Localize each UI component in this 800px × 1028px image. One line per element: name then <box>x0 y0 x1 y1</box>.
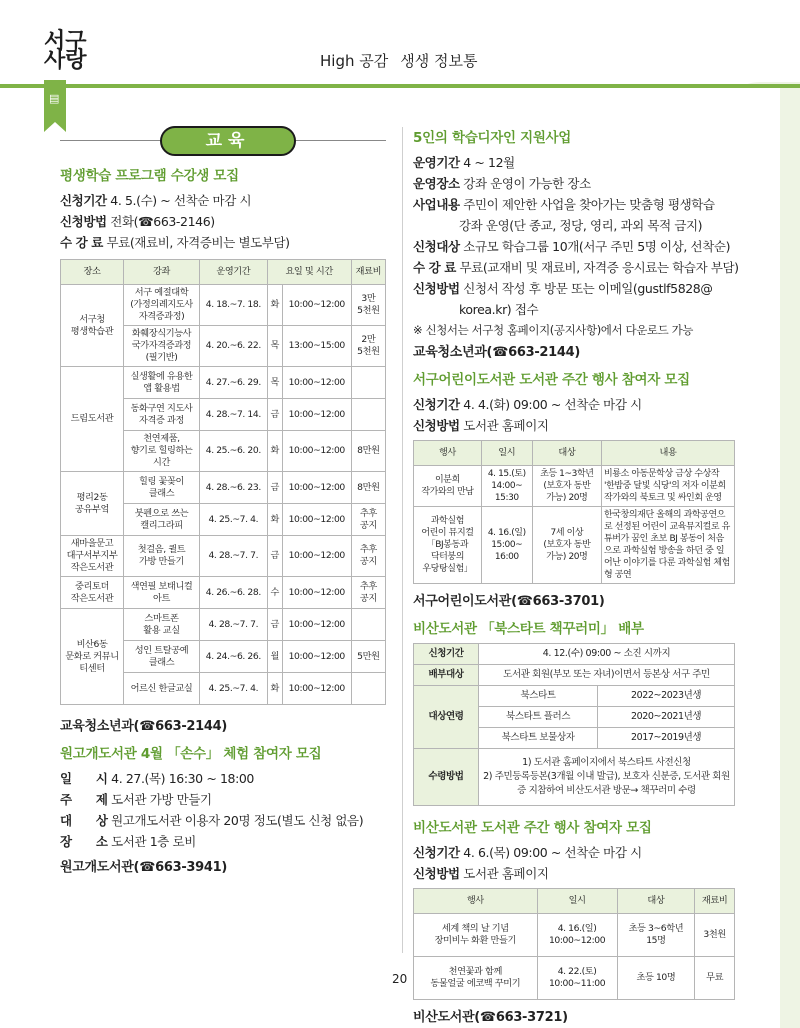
date-cell: 4. 16.(일) 15:00~ 16:00 <box>481 507 532 584</box>
value: 4. 12.(수) 09:00 ~ 소진 시까지 <box>479 644 735 665</box>
period-cell: 4. 28.~6. 23. <box>199 472 267 504</box>
value: 강좌 운영(단 종교, 정당, 영리, 과외 목적 금지) <box>459 218 703 233</box>
course-cell: 붓펜으로 쓰는 캘리그라피 <box>124 504 200 536</box>
contact: 서구어린이도서관(☎663-3701) <box>413 594 605 609</box>
section-title: 비산도서관 도서관 주간 행사 참여자 모집 <box>413 820 652 836</box>
column-header: 내용 <box>602 441 735 466</box>
label: 대상연령 <box>414 686 479 749</box>
label: 운영장소 <box>413 176 460 191</box>
course-cell: 화훼장식기능사 국가자격증과정 (필기반) <box>124 326 200 367</box>
day-cell: 수 <box>267 577 282 609</box>
fee-cell: 추후 공지 <box>351 504 385 536</box>
section-title: 비산도서관 「북스타트 책꾸러미」 배부 <box>413 621 644 637</box>
header-divider <box>0 84 800 88</box>
label: 신청기간 <box>413 845 460 860</box>
course-table <box>60 259 386 705</box>
label: 주 제 <box>60 792 108 807</box>
day-cell: 목 <box>267 326 282 367</box>
info-row <box>413 152 735 173</box>
period-cell: 4. 25.~7. 4. <box>199 504 267 536</box>
target-cell: 초등 1~3학년 (보호자 동반 가능) 20명 <box>532 466 601 507</box>
value: 4. 5.(수) ~ 선착순 마감 시 <box>106 193 252 208</box>
label: 신청방법 <box>413 418 460 433</box>
right-column <box>413 126 739 1025</box>
label: 신청기간 <box>414 644 479 665</box>
column-header: 요일 및 시간 <box>267 260 351 285</box>
age-years: 2017~2019년생 <box>598 728 735 749</box>
column-header: 일시 <box>537 889 617 914</box>
info-row <box>413 278 735 299</box>
day-cell: 월 <box>267 641 282 673</box>
place-cell: 중리토더 작은도서관 <box>61 577 124 609</box>
value: 1) 도서관 홈페이지에서 북스타트 사전신청 2) 주민등록등본(3개월 이내 발급), 보호자 신분증, 도서관 회원증 지참하여 비산도서관 방문→ 책꾸러미 수령 <box>479 749 735 806</box>
time-cell: 10:00~12:00 <box>282 577 351 609</box>
info-row <box>413 299 735 320</box>
event-cell: 과학실험 어린이 뮤지컬 「BJ봉동과 닥터붕의 우당탕실험」 <box>414 507 482 584</box>
value: korea.kr) 접수 <box>459 302 539 317</box>
day-cell: 금 <box>267 399 282 431</box>
header-title-main: High 공감 <box>320 52 389 70</box>
info-row <box>413 215 735 236</box>
fee-cell: 2만 5천원 <box>351 326 385 367</box>
fee-cell: 추후 공지 <box>351 536 385 577</box>
label: 신청방법 <box>60 214 107 229</box>
table-row <box>414 507 735 584</box>
value: 주민이 제안한 사업을 찾아가는 맞춤형 평생학습 <box>459 197 715 212</box>
section-title: 원고개도서관 4월 「손수」 체험 참여자 모집 <box>60 746 322 762</box>
time-cell: 13:00~15:00 <box>282 326 351 367</box>
period-cell: 4. 20.~6. 22. <box>199 326 267 367</box>
info-row <box>413 257 739 278</box>
age-name: 북스타트 보물상자 <box>479 728 598 749</box>
value: 도서관 1층 로비 <box>107 834 196 849</box>
info-row <box>60 768 386 789</box>
column-header: 운영기간 <box>199 260 267 285</box>
date-cell: 4. 15.(토) 14:00~ 15:30 <box>481 466 532 507</box>
label: 신청방법 <box>413 281 460 296</box>
label: 운영기간 <box>413 155 460 170</box>
course-cell: 성인 트탈공예 클래스 <box>124 641 200 673</box>
period-cell: 4. 25.~6. 20. <box>199 431 267 472</box>
table-row <box>61 577 386 609</box>
fee-cell: 5만원 <box>351 641 385 673</box>
time-cell: 10:00~12:00 <box>282 472 351 504</box>
column-header: 대상 <box>532 441 601 466</box>
value: 무료(재료비, 자격증비는 별도부담) <box>102 235 290 250</box>
value: 4. 4.(화) 09:00 ~ 선착순 마감 시 <box>459 397 642 412</box>
value: 원고개도서관 이용자 20명 정도(별도 신청 없음) <box>107 813 364 828</box>
info-row <box>60 810 386 831</box>
period-cell: 4. 28.~7. 7. <box>199 609 267 641</box>
label: 수 강 료 <box>413 260 456 275</box>
period-cell: 4. 26.~6. 28. <box>199 577 267 609</box>
label: 수령방법 <box>414 749 479 806</box>
column-divider <box>402 127 403 953</box>
column-header: 행사 <box>414 889 538 914</box>
course-cell: 동화구연 지도사 자격증 과정 <box>124 399 200 431</box>
fee-cell: 무료 <box>695 957 735 1000</box>
fee-cell <box>351 609 385 641</box>
description-cell: 비룡소 아동문학상 금상 수상작 '한밤중 달빛 식당'의 저자 이분희 작가와의 북토크 및 싸인회 운영 <box>602 466 735 507</box>
age-years: 2020~2021년생 <box>598 707 735 728</box>
place-cell: 드림도서관 <box>61 367 124 472</box>
time-cell: 10:00~12:00 <box>282 673 351 705</box>
course-cell: 힐링 꽃꽂이 클래스 <box>124 472 200 504</box>
info-row <box>413 236 735 257</box>
day-cell: 목 <box>267 367 282 399</box>
time-cell: 10:00~12:00 <box>282 609 351 641</box>
value: 신청서 작성 후 방문 또는 이메일(gustlf5828@ <box>459 281 713 296</box>
event-cell: 세계 책의 날 기념 장미비누 화환 만들기 <box>414 914 538 957</box>
time-cell: 10:00~12:00 <box>282 367 351 399</box>
column-header: 장소 <box>61 260 124 285</box>
info-row <box>413 194 735 215</box>
course-cell: 어르신 한글교실 <box>124 673 200 705</box>
label: 신청기간 <box>413 397 460 412</box>
section-title: 서구어린이도서관 도서관 주간 행사 참여자 모집 <box>413 372 690 388</box>
left-column <box>60 126 386 875</box>
time-cell: 10:00~12:00 <box>282 641 351 673</box>
fee-cell <box>351 367 385 399</box>
time-cell: 10:00~12:00 <box>282 504 351 536</box>
label: 배부대상 <box>414 665 479 686</box>
label: 장 소 <box>60 834 108 849</box>
course-cell: 스마트폰 활용 교실 <box>124 609 200 641</box>
period-cell: 4. 27.~6. 29. <box>199 367 267 399</box>
course-cell: 첫걸음, 퀼트 가방 만들기 <box>124 536 200 577</box>
info-row <box>60 831 386 852</box>
table-row <box>61 609 386 641</box>
magazine-logo: 서구 사랑 <box>44 28 87 73</box>
place-cell: 평리2동 공유부엌 <box>61 472 124 536</box>
course-cell: 서구 예절대학 (가정의례지도사 자격증과정) <box>124 285 200 326</box>
value: 도서관 회원(부모 또는 자녀)이면서 등본상 서구 주민 <box>479 665 735 686</box>
info-row <box>413 173 735 194</box>
fee-cell: 추후 공지 <box>351 577 385 609</box>
age-name: 북스타트 플러스 <box>479 707 598 728</box>
contact: 교육청소년과(☎663-2144) <box>60 719 228 734</box>
column-header: 재료비 <box>695 889 735 914</box>
day-cell: 금 <box>267 472 282 504</box>
contact: 비산도서관(☎663-3721) <box>413 1010 568 1025</box>
day-cell: 화 <box>267 673 282 705</box>
category-header <box>60 126 386 156</box>
period-cell: 4. 28.~7. 14. <box>199 399 267 431</box>
age-name: 북스타트 <box>479 686 598 707</box>
fee-cell: 3천원 <box>695 914 735 957</box>
label: 수 강 료 <box>60 235 103 250</box>
table-row <box>414 466 735 507</box>
bisan-library-section <box>413 816 735 1025</box>
table-row <box>61 472 386 504</box>
period-cell: 4. 24.~6. 26. <box>199 641 267 673</box>
time-cell: 10:00~12:00 <box>282 285 351 326</box>
period-cell: 4. 25.~7. 4. <box>199 673 267 705</box>
time-cell: 10:00~12:00 <box>282 399 351 431</box>
event-cell: 천연꽃과 함께 동물얼굴 에코백 꾸미기 <box>414 957 538 1000</box>
target-cell: 초등 3~6학년 15명 <box>617 914 695 957</box>
value: 도서관 가방 만들기 <box>107 792 212 807</box>
place-cell: 서구청 평생학습관 <box>61 285 124 367</box>
column-header: 대상 <box>617 889 695 914</box>
course-cell: 실생활에 유용한 앱 활용법 <box>124 367 200 399</box>
section-title: 평생학습 프로그램 수강생 모집 <box>60 168 239 184</box>
lifelong-learning-section <box>60 164 386 734</box>
fee-cell: 8만원 <box>351 472 385 504</box>
label: 대 상 <box>60 813 108 828</box>
label: 신청대상 <box>413 239 460 254</box>
column-header: 재료비 <box>351 260 385 285</box>
column-header: 일시 <box>481 441 532 466</box>
bookstart-section <box>413 617 735 806</box>
time-cell: 10:00~12:00 <box>282 431 351 472</box>
value: 4. 6.(목) 09:00 ~ 선착순 마감 시 <box>459 845 642 860</box>
label: 신청방법 <box>413 866 460 881</box>
fee-cell <box>351 399 385 431</box>
book-icon: ▤ <box>49 92 60 105</box>
fee-cell: 3만 5천원 <box>351 285 385 326</box>
label: 일 시 <box>60 771 108 786</box>
contact: 교육청소년과(☎663-2144) <box>413 345 581 360</box>
table-row <box>414 957 735 1000</box>
value: 전화(☎663-2146) <box>106 214 215 229</box>
contact: 원고개도서관(☎663-3941) <box>60 860 228 875</box>
day-cell: 화 <box>267 504 282 536</box>
value: 무료(교재비 및 재료비, 자격증 응시료는 학습자 부담) <box>455 260 739 275</box>
value: 4. 27.(목) 16:30 ~ 18:00 <box>107 771 254 786</box>
fee-cell: 8만원 <box>351 431 385 472</box>
bisan-event-table <box>413 888 735 1000</box>
column-header: 강좌 <box>124 260 200 285</box>
target-cell: 초등 10명 <box>617 957 695 1000</box>
value: 도서관 홈페이지 <box>459 866 549 881</box>
value: 소규모 학습그룹 10개(서구 주민 5명 이상, 선착순) <box>459 239 731 254</box>
event-cell: 이분희 작가와의 만남 <box>414 466 482 507</box>
header-title <box>320 50 477 71</box>
value: 도서관 홈페이지 <box>459 418 549 433</box>
wongogae-section <box>60 742 386 875</box>
info-row <box>60 789 386 810</box>
date-cell: 4. 22.(토) 10:00~11:00 <box>537 957 617 1000</box>
bookstart-table <box>413 643 735 806</box>
course-cell: 천연제품, 향기로 힐링하는 시간 <box>124 431 200 472</box>
place-cell: 새마을문고 대구서부지부 작은도서관 <box>61 536 124 577</box>
date-cell: 4. 16.(일) 10:00~12:00 <box>537 914 617 957</box>
day-cell: 화 <box>267 431 282 472</box>
table-row <box>61 536 386 577</box>
table-row <box>61 285 386 326</box>
learning-design-section <box>413 126 739 360</box>
description-cell: 한국창의재단 올해의 과학공연으로 선정된 어린이 교육뮤지컬로 유튜버가 꿈인 초보 BJ 봉동이 처음으로 과학실험 방송을 하던 중 일어난 이야기를 다룬 과학실험 체험형 공연 <box>602 507 735 584</box>
day-cell: 금 <box>267 609 282 641</box>
fee-cell <box>351 673 385 705</box>
label: 사업내용 <box>413 197 460 212</box>
target-cell: 7세 이상 (보호자 동반 가능) 20명 <box>532 507 601 584</box>
time-cell: 10:00~12:00 <box>282 536 351 577</box>
course-cell: 색연필 보태니컬 아트 <box>124 577 200 609</box>
label: 신청기간 <box>60 193 107 208</box>
period-cell: 4. 18.~7. 18. <box>199 285 267 326</box>
note: ※ 신청서는 서구청 홈페이지(공지사항)에서 다운로드 가능 <box>413 323 693 337</box>
page-number: 20 <box>392 972 408 986</box>
section-tab <box>44 80 66 122</box>
place-cell: 비산6동 문화로 커뮤니 티센터 <box>61 609 124 705</box>
kids-event-table <box>413 440 735 584</box>
day-cell: 금 <box>267 536 282 577</box>
day-cell: 화 <box>267 285 282 326</box>
table-row <box>61 367 386 399</box>
section-title: 5인의 학습디자인 지원사업 <box>413 130 572 146</box>
age-years: 2022~2023년생 <box>598 686 735 707</box>
column-header: 행사 <box>414 441 482 466</box>
value: 강좌 운영이 가능한 장소 <box>459 176 591 191</box>
period-cell: 4. 28.~7. 7. <box>199 536 267 577</box>
kids-library-section <box>413 368 735 609</box>
table-row <box>414 914 735 957</box>
category-badge: 교육 <box>160 126 296 156</box>
header-subtitle: 생생 정보통 <box>400 52 478 70</box>
value: 4 ~ 12월 <box>459 155 515 170</box>
